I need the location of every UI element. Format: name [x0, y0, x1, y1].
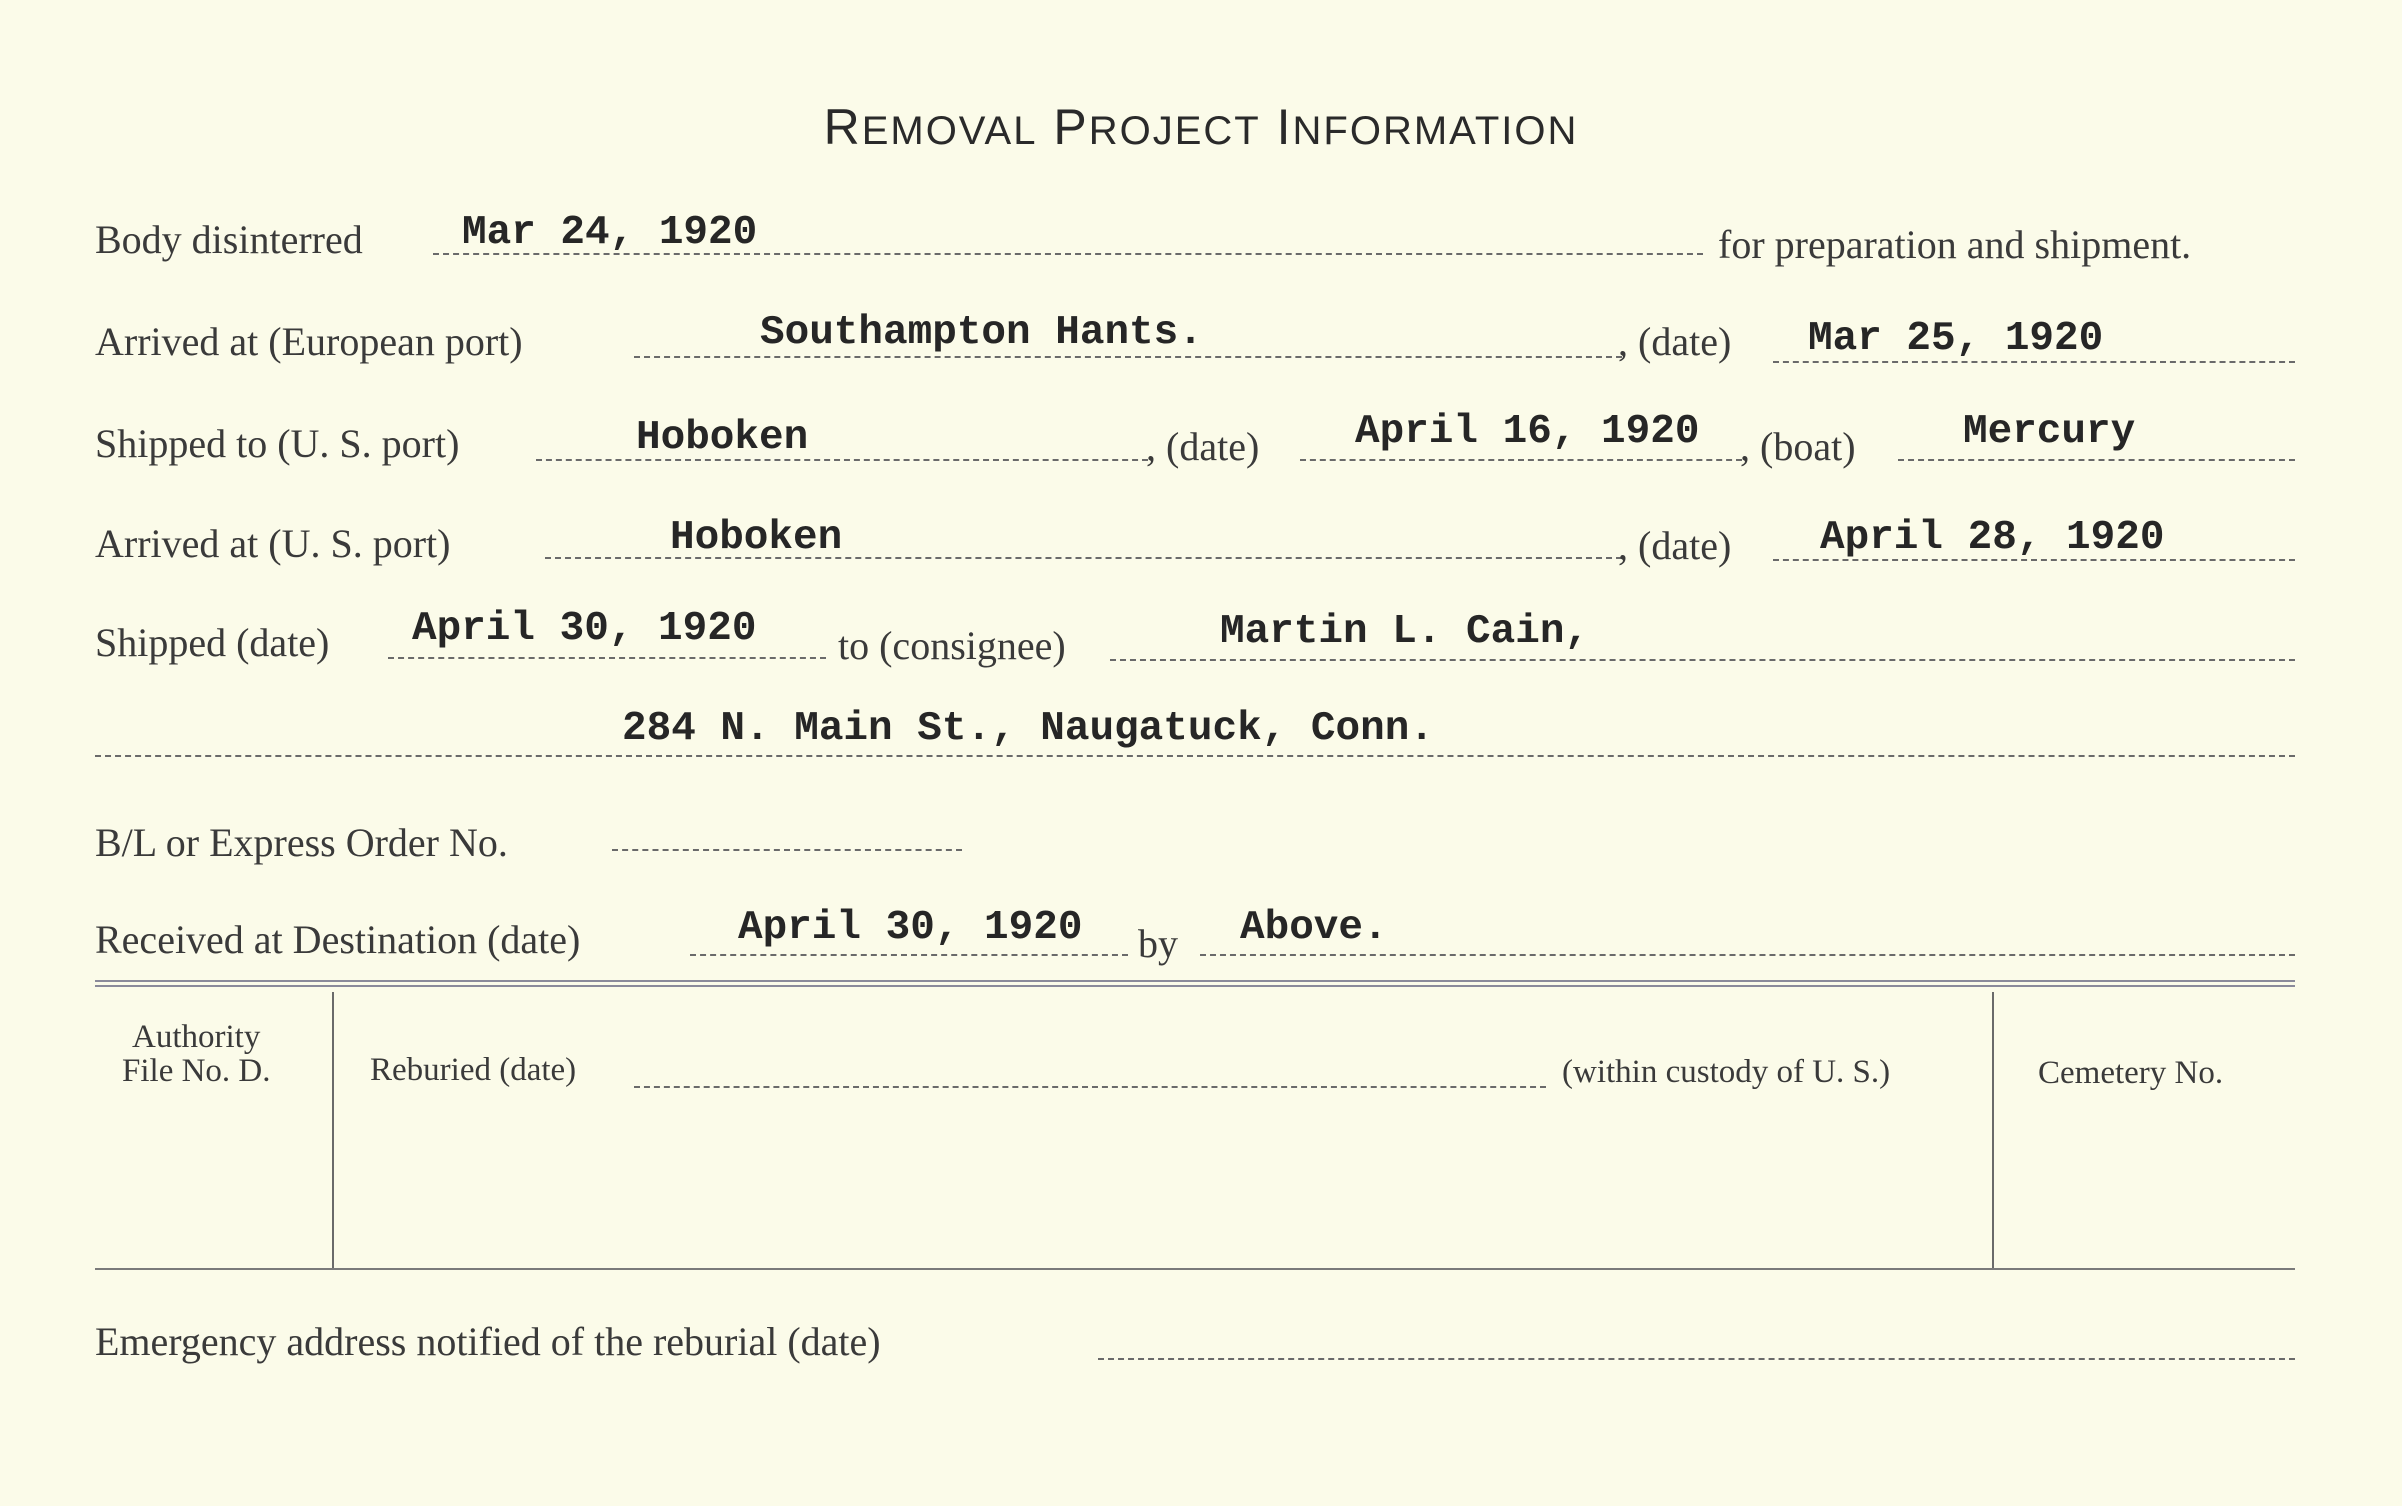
box-top-rule: [95, 980, 2295, 987]
body-disinterred-label: Body disinterred: [95, 217, 363, 262]
consignee-value: Martin L. Cain,: [1220, 609, 1590, 655]
us-port-arrived-value: Hoboken: [670, 515, 843, 561]
express-order-label: B/L or Express Order No.: [95, 820, 508, 865]
authority-label: Authority: [132, 1019, 261, 1055]
us-port-shipped-label: Shipped to (U. S. port): [95, 421, 460, 466]
received-destination-label: Received at Destination (date): [95, 917, 581, 962]
us-port-shipped-date-line: [1300, 459, 1742, 461]
authority-file-label: File No. D.: [122, 1053, 271, 1089]
european-port-label: Arrived at (European port): [95, 319, 523, 364]
box-bottom-rule: [95, 1268, 2295, 1270]
boat-line: [1898, 459, 2295, 461]
shipped-date-line: [388, 657, 826, 659]
received-date-line: [690, 954, 1128, 956]
consignee-address-value: 284 N. Main St., Naugatuck, Conn.: [622, 706, 1434, 752]
box-left-divider: [332, 992, 334, 1268]
received-by-value: Above.: [1240, 905, 1388, 951]
preparation-shipment-label: for preparation and shipment.: [1718, 222, 2192, 267]
us-port-shipped-line: [536, 459, 1148, 461]
us-port-arrived-date-value: April 28, 1920: [1820, 515, 2165, 561]
received-date-value: April 30, 1920: [738, 905, 1083, 951]
shipped-date-value: April 30, 1920: [412, 606, 757, 652]
address-line: [95, 755, 2295, 757]
us-port-shipped-value: Hoboken: [636, 415, 809, 461]
express-order-line: [612, 849, 962, 851]
boat-label: , (boat): [1740, 424, 1856, 469]
consignee-line: [1110, 659, 2295, 661]
european-port-date-value: Mar 25, 1920: [1808, 316, 2104, 362]
european-port-date-label: , (date): [1618, 319, 1732, 364]
card-title: REMOVAL PROJECT INFORMATION: [823, 99, 1579, 155]
reburied-label: Reburied (date): [370, 1052, 577, 1088]
shipped-date-label: Shipped (date): [95, 620, 330, 665]
reburied-line: [634, 1086, 1546, 1088]
body-disinterred-value: Mar 24, 1920: [462, 210, 758, 256]
us-port-arrived-label: Arrived at (U. S. port): [95, 521, 451, 566]
boat-value: Mercury: [1963, 409, 2136, 455]
cemetery-number-label: Cemetery No.: [2038, 1055, 2224, 1091]
us-port-shipped-date-label: , (date): [1146, 424, 1260, 469]
us-port-shipped-date-value: April 16, 1920: [1355, 409, 1700, 455]
emergency-address-label: Emergency address notified of the reburial (date): [95, 1319, 881, 1364]
box-right-divider: [1992, 992, 1994, 1268]
received-by-label: by: [1138, 921, 1178, 966]
custody-label: (within custody of U. S.): [1562, 1054, 1891, 1090]
received-by-line: [1200, 954, 2295, 956]
consignee-label: to (consignee): [838, 623, 1066, 668]
emergency-address-line: [1098, 1358, 2295, 1360]
european-port-line: [634, 356, 1622, 358]
european-port-value: Southampton Hants.: [760, 310, 1203, 356]
us-port-arrived-date-label: , (date): [1618, 523, 1732, 568]
